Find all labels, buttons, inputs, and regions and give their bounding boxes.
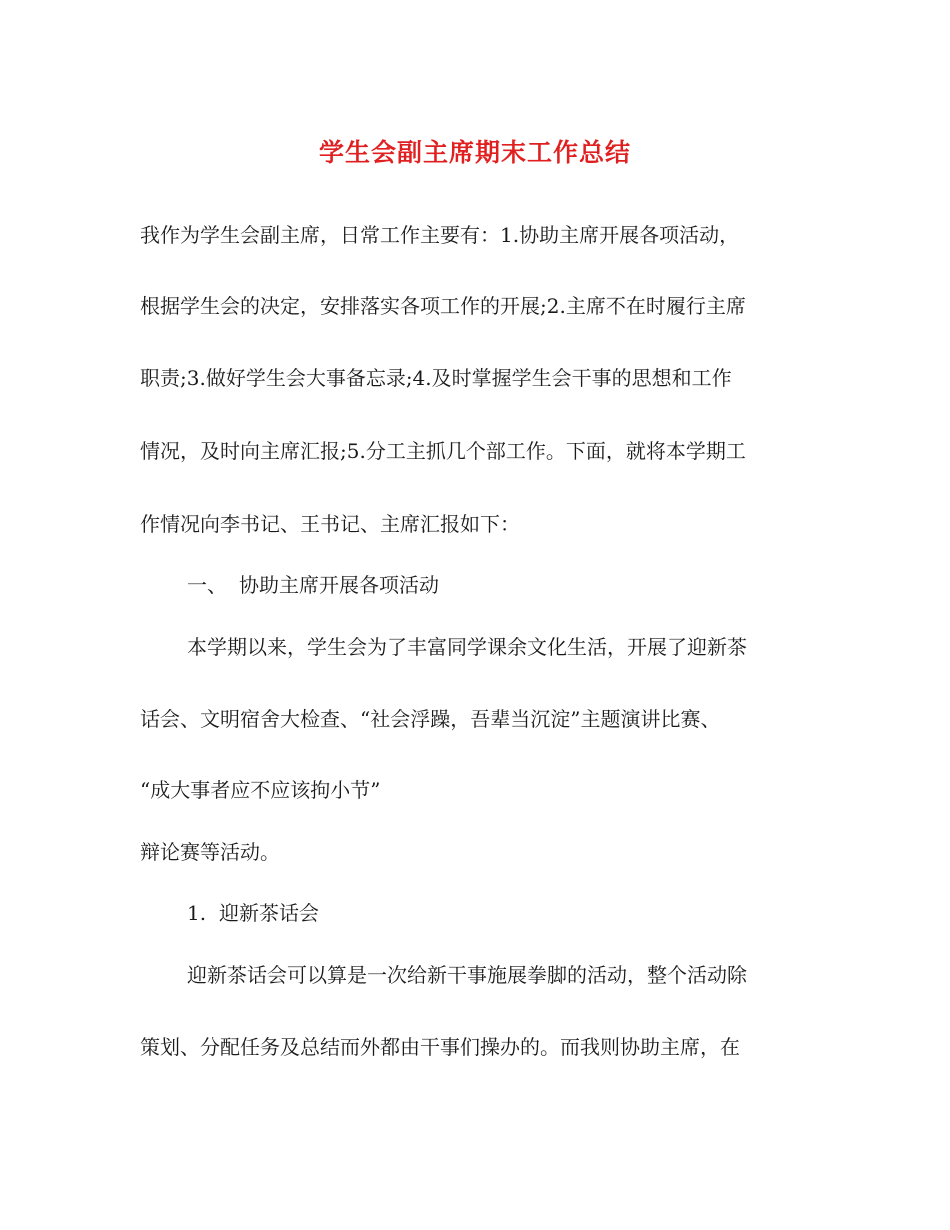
subsection-number: 1. xyxy=(187,901,207,925)
subsection-title: 迎新茶话会 xyxy=(219,901,319,925)
paragraph-line: 我作为学生会副主席，日常工作主要有：1.协助主席开展各项活动， xyxy=(140,223,740,247)
paragraph-line: 辩论赛等活动。 xyxy=(140,840,280,864)
paragraph-line: 情况，及时向主席汇报;5.分工主抓几个部工作。下面，就将本学期工 xyxy=(140,439,746,463)
paragraph-line: 根据学生会的决定，安排落实各项工作的开展;2.主席不在时履行主席 xyxy=(140,294,746,318)
paragraph-line: “成大事者应不应该拘小节” xyxy=(140,778,381,802)
paragraph-line: 职责;3.做好学生会大事备忘录;4.及时掌握学生会干事的思想和工作 xyxy=(140,366,732,390)
section-title: 协助主席开展各项活动 xyxy=(239,573,439,597)
paragraph-line: 本学期以来，学生会为了丰富同学课余文化生活，开展了迎新茶 xyxy=(187,635,747,659)
paragraph-line: 策划、分配任务及总结而外都由干事们操办的。而我则协助主席，在 xyxy=(140,1035,740,1059)
section-number: 一、 xyxy=(187,573,227,597)
section-heading xyxy=(187,571,867,599)
paragraph-line: 迎新茶话会可以算是一次给新干事施展拳脚的活动，整个活动除 xyxy=(187,963,747,987)
paragraph-line: 作情况向李书记、王书记、主席汇报如下： xyxy=(140,512,520,536)
subsection-heading xyxy=(187,899,867,927)
document-title: 学生会副主席期末工作总结 xyxy=(318,138,631,167)
paragraph-line: 话会、文明宿舍大检查、“社会浮躁，吾辈当沉淀”主题演讲比赛、 xyxy=(140,707,721,731)
